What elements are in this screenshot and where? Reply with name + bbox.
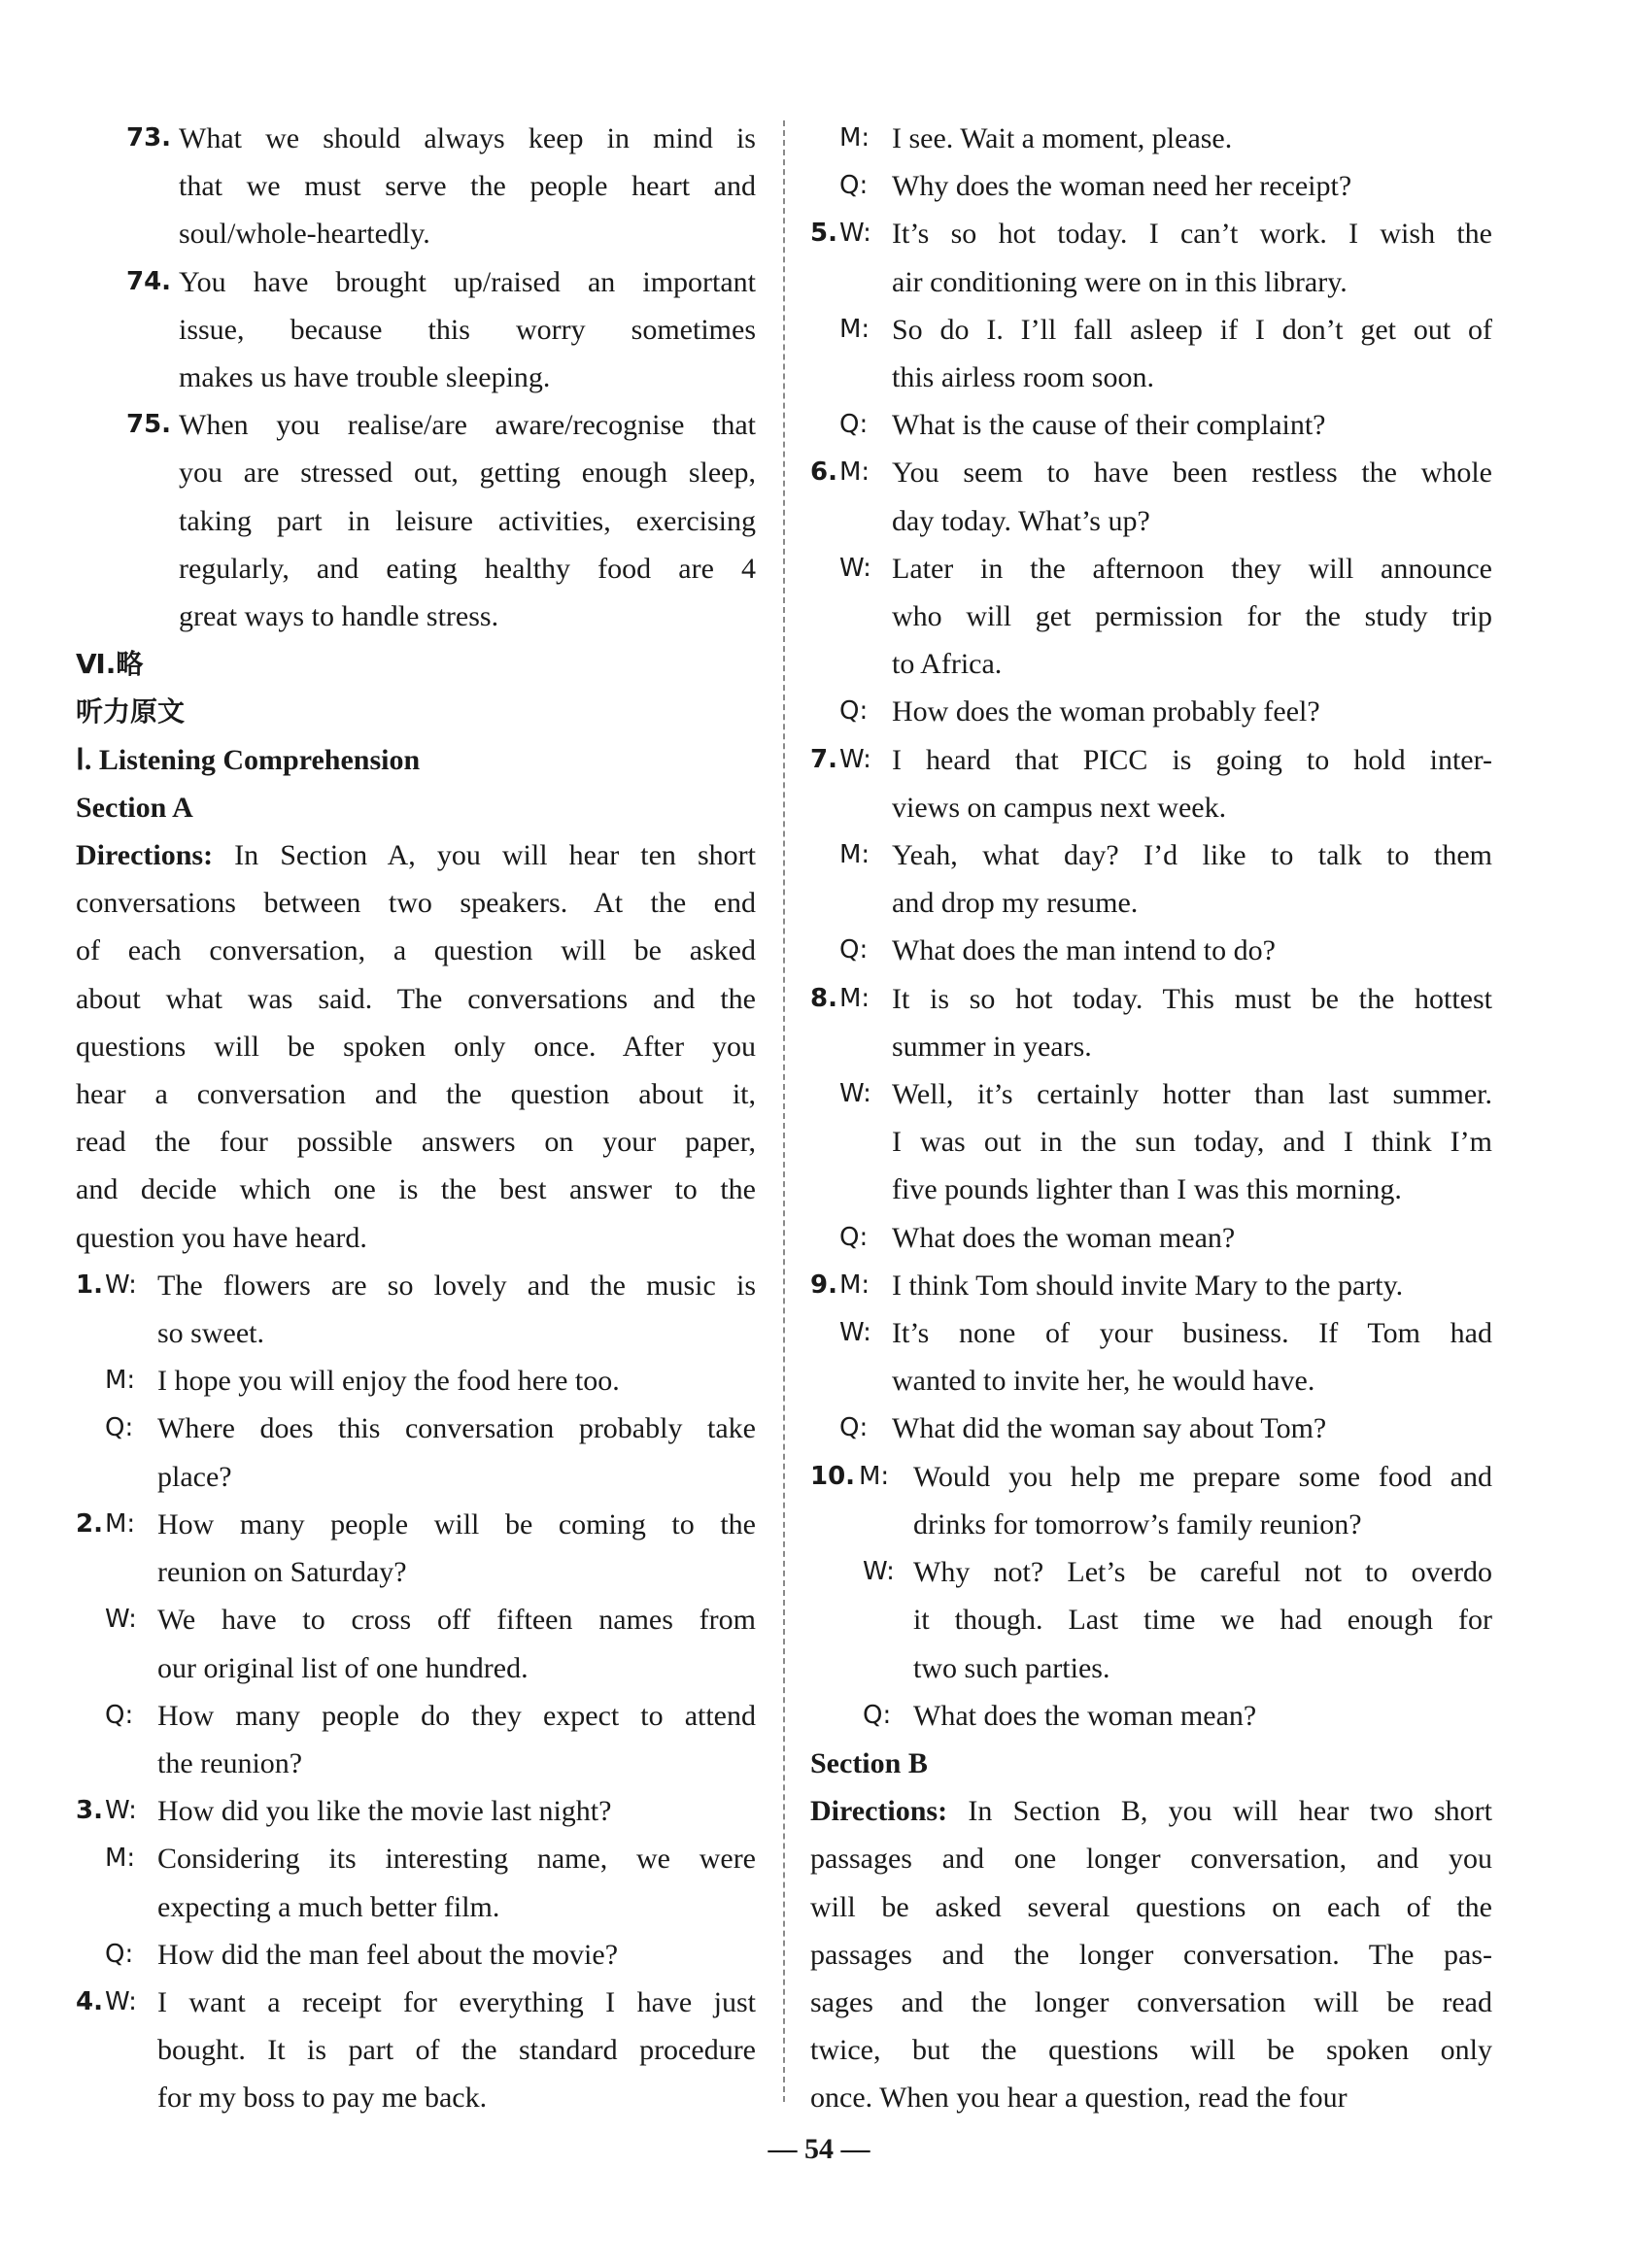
speaker-label: W: xyxy=(105,1796,137,1826)
dialogue-4-continued xyxy=(810,115,1492,210)
dialogue-turn xyxy=(810,306,1492,401)
dialogue-line: I want a receipt for everything I have just xyxy=(157,1985,756,2018)
dialogue-line: How does the woman probably feel? xyxy=(892,695,1320,728)
speaker-label: Q: xyxy=(839,171,869,201)
speaker-label: Q: xyxy=(105,1413,134,1443)
dialogue-line: to Africa. xyxy=(892,648,1003,681)
dialogue-line: Where does this conversation probably take xyxy=(157,1412,756,1445)
answer-line: that we must serve the people heart and xyxy=(179,170,756,203)
answer-list xyxy=(76,115,756,640)
dialogue-line: it though. Last time we had enough for xyxy=(913,1604,1492,1637)
dialogue-number: 8. xyxy=(810,983,837,1013)
answer-number: 74. xyxy=(126,266,172,296)
dialogue-line: How did the man feel about the movie? xyxy=(157,1938,619,1971)
dialogue-turn xyxy=(76,1787,756,1835)
dialogue-line: I think Tom should invite Mary to the party. xyxy=(892,1269,1404,1302)
dialogue-item xyxy=(810,975,1492,1262)
dialogue-item xyxy=(810,1262,1492,1453)
dialogue-line: place? xyxy=(157,1460,232,1493)
dialogue-turn xyxy=(810,831,1492,927)
dialogue-turn xyxy=(76,1931,756,1979)
dialogue-line: drinks for tomorrow’s family reunion? xyxy=(913,1507,1362,1540)
dialogue-line: It’s so hot today. I can’t work. I wish the xyxy=(892,218,1492,251)
dialogue-number: 7. xyxy=(810,744,837,774)
directions-line: of each conversation, a question will be asked xyxy=(76,934,756,967)
speaker-label: W: xyxy=(105,1269,137,1300)
answer-line: regularly, and eating healthy food are 4 xyxy=(179,552,756,585)
answer-line: taking part in leisure activities, exercising xyxy=(179,504,756,537)
dialogue-line: Would you help me prepare some food and xyxy=(913,1460,1492,1493)
dialogue-line: Yeah, what day? I’d like to talk to them xyxy=(892,839,1492,872)
dialogue-turn xyxy=(810,1214,1492,1262)
dialogue-number: 6. xyxy=(810,457,837,488)
answer-line: soul/whole-heartedly. xyxy=(179,218,430,251)
speaker-label: M: xyxy=(839,457,870,488)
section-6-label: Ⅵ.略 xyxy=(76,648,144,681)
answer-line: When you realise/are aware/recognise that xyxy=(179,409,756,442)
speaker-label: W: xyxy=(105,1605,137,1635)
dialogue-line: Well, it’s certainly hotter than last summer. xyxy=(892,1078,1492,1111)
speaker-label: W: xyxy=(863,1557,895,1587)
speaker-label: M: xyxy=(105,1844,136,1874)
dialogue-item xyxy=(76,1787,756,1979)
directions-line: once. When you hear a question, read the four xyxy=(810,2082,1348,2115)
speaker-label: W: xyxy=(839,553,871,583)
dialogue-turn xyxy=(810,927,1492,974)
dialogue-turn xyxy=(810,1309,1492,1405)
dialogue-turn xyxy=(810,162,1492,210)
part-1-title: Ⅰ. Listening Comprehension xyxy=(76,743,421,776)
speaker-label: W: xyxy=(839,744,871,774)
dialogue-line: our original list of one hundred. xyxy=(157,1651,529,1684)
section-b-title: Section B xyxy=(810,1746,928,1779)
speaker-label: Q: xyxy=(839,1413,869,1443)
dialogue-turn xyxy=(810,449,1492,544)
section-b-directions xyxy=(810,1787,1492,2121)
section-a-directions xyxy=(76,831,756,1262)
directions-line: passages and one longer conversation, and you xyxy=(810,1843,1492,1876)
dialogue-line: for my boss to pay me back. xyxy=(157,2082,488,2115)
dialogue-turn xyxy=(810,688,1492,735)
dialogue-turn xyxy=(810,401,1492,449)
speaker-label: M: xyxy=(105,1508,136,1539)
dialogue-item xyxy=(810,736,1492,975)
dialogue-line: What does the man intend to do? xyxy=(892,934,1276,967)
dialogue-item xyxy=(810,449,1492,735)
dialogue-line: I was out in the sun today, and I think I’m xyxy=(892,1126,1492,1159)
dialogue-line: Why not? Let’s be careful not to overdo xyxy=(913,1556,1492,1589)
speaker-label: W: xyxy=(839,219,871,249)
dialogue-line: What is the cause of their complaint? xyxy=(892,409,1326,442)
dialogue-turn xyxy=(810,1070,1492,1214)
dialogue-line: How did you like the movie last night? xyxy=(157,1795,612,1828)
column-divider xyxy=(783,120,785,2102)
speaker-label: Q: xyxy=(863,1700,892,1730)
directions-line: read the four possible answers on your paper, xyxy=(76,1126,756,1159)
speaker-label: M: xyxy=(839,123,870,152)
dialogue-turn xyxy=(76,1596,756,1691)
dialogue-line: so sweet. xyxy=(157,1317,264,1350)
dialogue-turn xyxy=(76,1979,756,2122)
dialogue-turn xyxy=(810,210,1492,305)
dialogue-line: How many people do they expect to attend xyxy=(157,1699,756,1732)
page-number: — 54 — xyxy=(768,2133,870,2165)
speaker-label: Q: xyxy=(839,935,869,965)
dialogue-turn xyxy=(76,1692,756,1787)
dialogue-line: So do I. I’ll fall asleep if I don’t get out of xyxy=(892,313,1492,346)
dialogue-line: day today. What’s up? xyxy=(892,504,1150,537)
dialogue-line: who will get permission for the study trip xyxy=(892,600,1492,633)
dialogue-number: 1. xyxy=(76,1269,103,1300)
dialogues-right xyxy=(810,210,1492,1740)
speaker-label: W: xyxy=(839,1318,871,1348)
directions-line: will be asked several questions on each of the xyxy=(810,1890,1492,1923)
directions-line xyxy=(76,831,756,879)
dialogue-line: We have to cross off fifteen names from xyxy=(157,1604,756,1637)
dialogues-left xyxy=(76,1262,756,2122)
dialogue-line: and drop my resume. xyxy=(892,887,1139,920)
directions-line: about what was said. The conversations and the xyxy=(76,982,756,1015)
dialogue-line: You seem to have been restless the whole xyxy=(892,457,1492,490)
speaker-label: M: xyxy=(839,840,870,870)
dialogue-number: 9. xyxy=(810,1269,837,1300)
dialogue-turn xyxy=(76,1835,756,1930)
dialogue-turn xyxy=(810,736,1492,831)
directions-line xyxy=(810,1787,1492,1835)
dialogue-line: Why does the woman need her receipt? xyxy=(892,170,1352,203)
dialogue-turn xyxy=(810,1405,1492,1452)
dialogue-line: It’s none of your business. If Tom had xyxy=(892,1317,1492,1350)
answer-line: you are stressed out, getting enough sleep, xyxy=(179,457,756,490)
speaker-label: Q: xyxy=(839,696,869,727)
directions-line: passages and the longer conversation. The pas- xyxy=(810,1938,1492,1971)
directions-line: question you have heard. xyxy=(76,1221,367,1254)
directions-line: sages and the longer conversation will be read xyxy=(810,1985,1492,2018)
dialogue-turn xyxy=(810,1453,1492,1548)
speaker-label: Q: xyxy=(839,1222,869,1252)
dialogue-line: How many people will be coming to the xyxy=(157,1507,756,1540)
dialogue-line: expecting a much better film. xyxy=(157,1890,500,1923)
dialogue-line: reunion on Saturday? xyxy=(157,1556,407,1589)
speaker-label: Q: xyxy=(839,410,869,440)
dialogue-number: 5. xyxy=(810,219,837,249)
dialogue-number: 10. xyxy=(810,1461,856,1491)
directions-line: conversations between two speakers. At the end xyxy=(76,887,756,920)
answer-line: You have brought up/raised an important xyxy=(179,265,756,298)
dialogue-line: five pounds lighter than I was this morning. xyxy=(892,1173,1402,1206)
speaker-label: M: xyxy=(839,983,870,1013)
dialogue-turn xyxy=(76,1501,756,1596)
section-a-title: Section A xyxy=(76,791,193,824)
dialogue-line: air conditioning were on in this library. xyxy=(892,265,1348,298)
directions-label: Directions: xyxy=(810,1795,948,1828)
answer-item xyxy=(76,401,756,640)
speaker-label: M: xyxy=(105,1366,136,1396)
dialogue-line: I heard that PICC is going to hold inter- xyxy=(892,743,1492,776)
speaker-label: Q: xyxy=(105,1939,134,1969)
right-column xyxy=(810,115,1492,2122)
dialogue-turn xyxy=(810,975,1492,1070)
speaker-label: W: xyxy=(839,1079,871,1109)
dialogue-line: views on campus next week. xyxy=(892,791,1227,824)
dialogue-number: 4. xyxy=(76,1986,103,2016)
answer-item xyxy=(76,258,756,402)
speaker-label: M: xyxy=(859,1461,890,1491)
dialogue-line: Considering its interesting name, we were xyxy=(157,1843,756,1876)
dialogue-line: I see. Wait a moment, please. xyxy=(892,122,1233,154)
dialogue-item xyxy=(76,1979,756,2122)
dialogue-line: summer in years. xyxy=(892,1030,1092,1063)
directions-text: In Section A, you will hear ten short xyxy=(213,839,756,872)
answer-item xyxy=(76,115,756,258)
dialogue-line: two such parties. xyxy=(913,1651,1110,1684)
dialogue-turn xyxy=(810,1262,1492,1309)
dialogue-line: What does the woman mean? xyxy=(913,1699,1257,1732)
dialogue-turn xyxy=(76,1357,756,1405)
answer-line: great ways to handle stress. xyxy=(179,600,499,633)
speaker-label: W: xyxy=(105,1986,137,2016)
dialogue-line: It is so hot today. This must be the hottest xyxy=(892,982,1492,1015)
dialogue-turn xyxy=(810,1548,1492,1692)
dialogue-line: The flowers are so lovely and the music is xyxy=(157,1269,756,1302)
dialogue-line: Later in the afternoon they will announce xyxy=(892,552,1492,585)
dialogue-line: this airless room soon. xyxy=(892,361,1154,394)
dialogue-line: wanted to invite her, he would have. xyxy=(892,1365,1315,1398)
speaker-label: Q: xyxy=(105,1700,134,1730)
dialogue-turn xyxy=(810,545,1492,689)
answer-line: makes us have trouble sleeping. xyxy=(179,361,551,394)
directions-line: and decide which one is the best answer to the xyxy=(76,1173,756,1206)
directions-label: Directions: xyxy=(76,839,214,872)
dialogue-number: 2. xyxy=(76,1508,103,1539)
dialogue-line: What does the woman mean? xyxy=(892,1221,1236,1254)
answer-number: 73. xyxy=(126,123,172,152)
left-column xyxy=(76,115,756,2122)
dialogue-line: bought. It is part of the standard procedure xyxy=(157,2034,756,2067)
speaker-label: M: xyxy=(839,1269,870,1300)
dialogue-turn xyxy=(76,1405,756,1500)
speaker-label: M: xyxy=(839,314,870,344)
dialogue-item xyxy=(76,1262,756,1501)
directions-line: questions will be spoken only once. After you xyxy=(76,1030,756,1063)
answer-line: issue, because this worry sometimes xyxy=(179,313,756,346)
dialogue-line: I hope you will enjoy the food here too. xyxy=(157,1365,620,1398)
dialogue-turn xyxy=(810,115,1492,162)
answer-line: What we should always keep in mind is xyxy=(179,122,756,154)
directions-line: hear a conversation and the question about it, xyxy=(76,1078,756,1111)
dialogue-item xyxy=(810,210,1492,449)
dialogue-item xyxy=(810,1453,1492,1740)
transcript-heading: 听力原文 xyxy=(76,695,186,728)
directions-text: In Section B, you will hear two short xyxy=(947,1795,1492,1828)
dialogue-turn xyxy=(810,1692,1492,1740)
dialogue-line: the reunion? xyxy=(157,1746,303,1779)
directions-line: twice, but the questions will be spoken only xyxy=(810,2034,1492,2067)
dialogue-number: 3. xyxy=(76,1796,103,1826)
dialogue-line: What did the woman say about Tom? xyxy=(892,1412,1327,1445)
dialogue-item xyxy=(76,1501,756,1787)
dialogue-turn xyxy=(76,1262,756,1357)
answer-number: 75. xyxy=(126,410,172,440)
